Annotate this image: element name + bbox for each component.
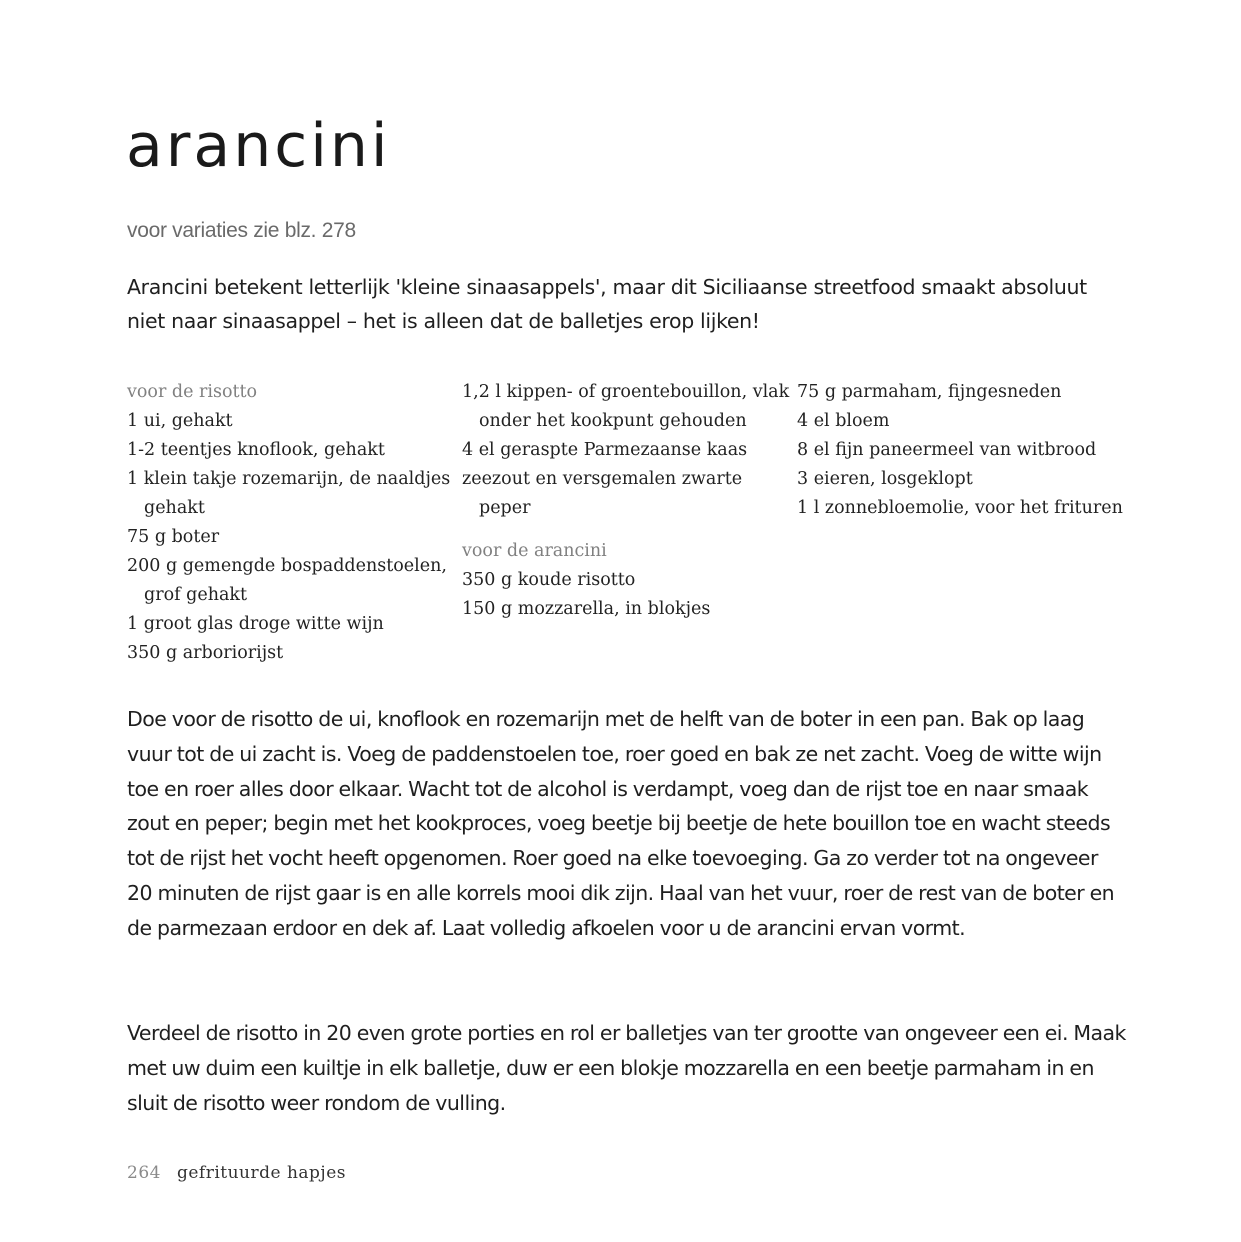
risotto-heading: voor de risotto <box>127 382 258 402</box>
ingredient-item: 75 g boter <box>127 527 220 547</box>
risotto-ingredient-list-continued <box>462 378 792 523</box>
ingredient-item: 1 groot glas droge witte wijn <box>127 614 384 634</box>
ingredient-item: 1 klein takje rozemarijn, de naaldjes gehakt <box>127 469 451 518</box>
ingredient-item: 4 el bloem <box>797 411 890 431</box>
ingredient-item: 8 el fijn paneermeel van witbrood <box>797 440 1097 460</box>
page-number: 264 <box>127 1163 161 1183</box>
ingredient-item: 1,2 l kippen- of groentebouillon, vlak onder het kookpunt gehouden <box>462 382 790 431</box>
ingredients-column-3 <box>797 378 1127 523</box>
ingredients-column-2 <box>462 378 792 624</box>
method-step-1: Doe voor de risotto de ui, knoflook en rozemarijn met de helft van de boter in een pan. Bak op laag vuur tot de ui zacht is. Voeg de paddenstoelen toe, roer goed en bak ze net zacht. Voeg de witte wijn toe en roer alles door elkaar. Wacht tot de alcohol is verdampt, voeg dan de rijst toe en naar smaak zout en peper; begin met het kookproces, voeg beetje bij beetje de hete bouillon toe en wacht steeds tot de rijst het vocht heeft opgenomen. Roer goed na elke toevoeging. Ga zo verder tot na ongeveer 20 minuten de rijst gaar is en alle korrels mooi dik zijn. Haal van het vuur, roer de rest van de boter en de parmezaan erdoor en dek af. Laat volledig afkoelen voor u de arancini ervan vormt. <box>127 707 1115 940</box>
ingredient-item: 350 g arboriorijst <box>127 643 284 663</box>
ingredient-item: 75 g parmaham, fijngesneden <box>797 382 1062 402</box>
ingredient-item: 4 el geraspte Parmezaanse kaas <box>462 440 748 460</box>
ingredient-item: 1-2 teentjes knoflook, gehakt <box>127 440 385 460</box>
page-footer <box>127 1158 346 1188</box>
ingredient-item: 1 ui, gehakt <box>127 411 233 431</box>
variations-note: voor variaties zie blz. 278 <box>127 219 356 242</box>
ingredient-item: zeezout en versgemalen zwarte peper <box>462 469 743 518</box>
ingredient-item: 200 g gemengde bospaddenstoelen, grof gehakt <box>127 556 447 605</box>
method-step-2: Verdeel de risotto in 20 even grote porties en rol er balletjes van ter grootte van ongeveer een ei. Maak met uw duim een kuiltje in elk balletje, duw er een blokje mozzarella en een beetje parmaham in en sluit de risotto weer rondom de vulling. <box>127 1021 1126 1115</box>
recipe-intro: Arancini betekent letterlijk 'kleine sinaasappels', maar dit Siciliaanse streetfood smaakt absoluut niet naar sinaasappel – het is alleen dat de balletjes erop lijken! <box>127 275 1087 333</box>
ingredient-item: 350 g koude risotto <box>462 570 636 590</box>
risotto-ingredient-list <box>127 407 457 668</box>
ingredients-column-1 <box>127 378 457 668</box>
arancini-ingredient-list-continued <box>797 378 1127 523</box>
arancini-ingredient-list <box>462 566 792 624</box>
ingredient-item: 1 l zonnebloemolie, voor het frituren <box>797 498 1123 518</box>
section-name: gefrituurde hapjes <box>176 1163 346 1183</box>
arancini-heading: voor de arancini <box>462 541 607 561</box>
ingredient-item: 150 g mozzarella, in blokjes <box>462 599 711 619</box>
recipe-title: arancini <box>126 111 391 181</box>
ingredient-item: 3 eieren, losgeklopt <box>797 469 973 489</box>
